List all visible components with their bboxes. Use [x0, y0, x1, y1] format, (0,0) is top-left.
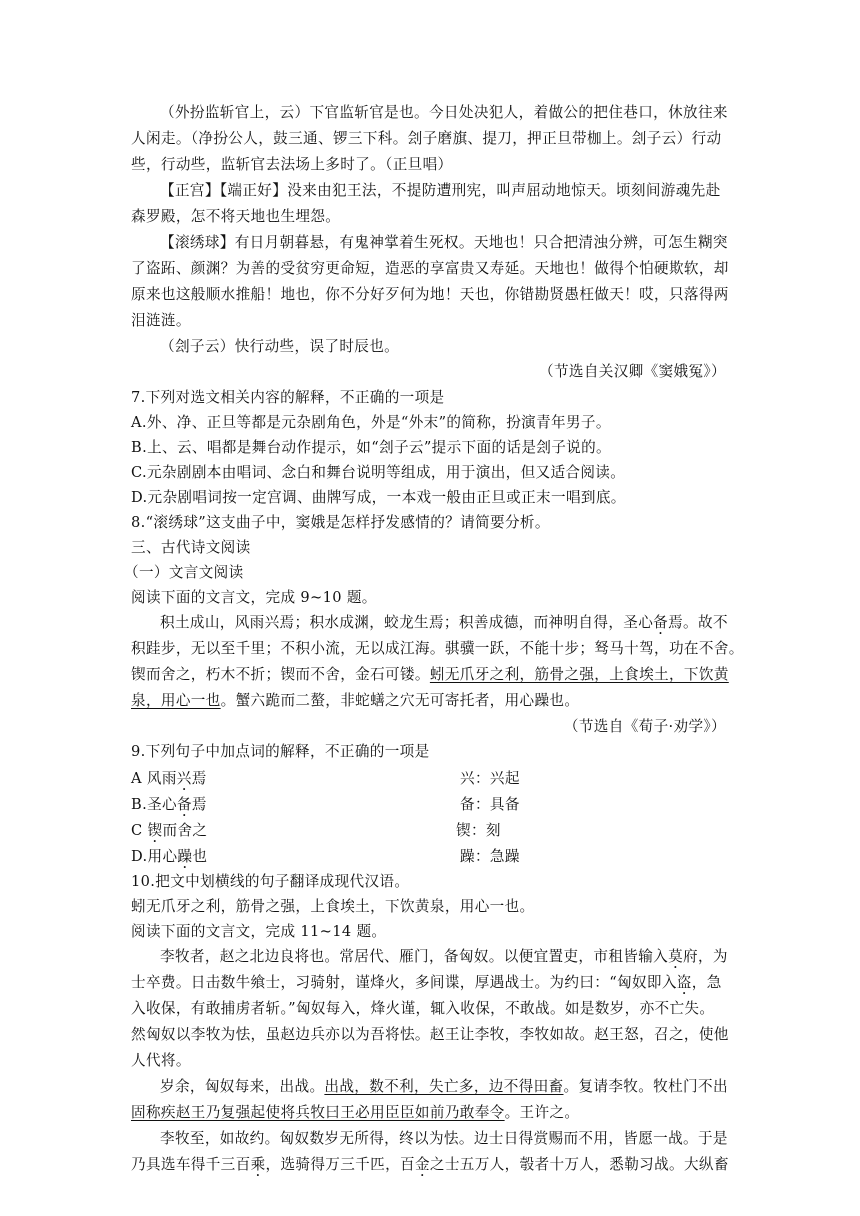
q7-option-b: B.上、云、唱都是舞台动作提示，如“刽子云”提示下面的话是刽子说的。 [131, 439, 611, 456]
text-span: ，选骑得万三千匹，百 [265, 1156, 415, 1173]
text-span: 积土成山，风雨兴焉；积水成渊，蛟龙生焉；积善成德，而神明自得，圣心 [160, 614, 654, 631]
para-1-line-3: 些，行动些，监斩官去法场上多时了。（正旦唱） [131, 156, 453, 173]
q9-answer-a: 兴：兴起 [460, 770, 520, 787]
text-span: 之士五万人，彀者十万人，悉勒习战。大纵畜 [429, 1156, 729, 1173]
q7-stem: 7.下列对选文相关内容的解释，不正确的一项是 [131, 389, 445, 406]
text-span: 焉 [191, 770, 207, 787]
text-span: 乃具选车得千三百 [131, 1156, 251, 1173]
para-1-line-2: 人闲走。（净扮公人，鼓三通、锣三下科。刽子磨旗、提刀，押正旦带枷上。刽子云）行动 [131, 130, 722, 147]
text-span: 。复请李牧。牧杜门不出 [563, 1078, 728, 1095]
q9-answer-c: 锲：刻 [456, 822, 501, 839]
dotted-word: 锲 [147, 822, 163, 839]
text-span: 也 [192, 848, 208, 865]
limu-line-5: 人代将。 [131, 1052, 191, 1069]
text-span: ，急 [691, 974, 722, 991]
xunzi-line-2: 积跬步，无以至千里；不积小流，无以成江海。骐骥一跃，不能十步；驽马十驾，功在不舍。 [131, 640, 744, 657]
text-span: 。蟹六跪而二螯，非蛇蟮之穴无可寄托者，用心躁也。 [220, 692, 580, 709]
limu-line-2 [131, 973, 722, 993]
xunzi-line-4 [131, 691, 579, 711]
text-span: B.圣心 [131, 796, 177, 813]
limu-line-8: 李牧至，如故约。匈奴数岁无所得，终以为怯。边士日得赏赐而不用，皆愿一战。于是 [160, 1130, 728, 1147]
text-span: 而舍之 [162, 822, 208, 839]
underlined-sentence: 固称疾赵王乃复强起使将兵牧曰王必用臣臣如前乃敢奉令 [131, 1104, 505, 1121]
para-3-line-3: 原来也这般顺水推船！地也，你不分好歹何为地！天也，你错勘贤愚枉做天！哎，只落得两 [131, 286, 729, 303]
xunzi-line-3 [131, 665, 729, 685]
dotted-word: 备 [176, 796, 192, 813]
text-span: A 风雨 [131, 770, 177, 787]
underlined-sentence: 出战，数不利，失亡多，边不得田畜 [324, 1078, 564, 1095]
limu-line-4: 然匈奴以李牧为怯，虽赵边兵亦以为吾将怯。赵王让李牧，李牧如故。赵王怒，召之，使他 [131, 1026, 729, 1043]
text-span: 李牧者，赵之北边良将也。常居代、雁门，备匈奴。以便宜置吏，市租皆输入 [160, 948, 669, 965]
para-4: （刽子云）快行动些，误了时辰也。 [160, 338, 400, 355]
para-2-line-1: 【正宫】【端正好】没来由犯王法，不提防遭刑宪，叫声屈动地惊天。顷刻间游魂先赴 [160, 182, 721, 199]
source-2: （节选自《荀子·劝学》） [563, 718, 726, 735]
source-1: （节选自关汉卿《窦娥冤》） [539, 363, 726, 380]
section-3-1-heading: （一）文言文阅读 [124, 564, 244, 581]
intro-9-10: 阅读下面的文言文，完成 9~10 题。 [131, 589, 377, 606]
text-span: D.用心 [131, 848, 178, 865]
q7-option-a: A.外、净、正旦等都是元杂剧角色，外是“外末”的简称，扮演青年男子。 [131, 414, 611, 431]
text-span: 焉。故不 [668, 614, 728, 631]
q9-stem: 9.下列句子中加点词的解释，不正确的一项是 [131, 743, 430, 760]
text-span: 府，为 [683, 948, 728, 965]
q9-option-b [131, 795, 207, 815]
para-3-line-2: 了盗跖、颜渊？为善的受贫穷更命短，造恶的享富贵又寿延。天地也！做得个怕硬欺软，却 [131, 260, 729, 277]
xunzi-line-1 [160, 613, 728, 633]
limu-line-1 [160, 947, 728, 967]
limu-line-9 [131, 1155, 729, 1175]
section-3-heading: 三、古代诗文阅读 [131, 539, 251, 556]
dotted-word: 备 [653, 614, 669, 631]
q9-option-a [131, 769, 207, 789]
q9-answer-b: 备：具备 [460, 796, 520, 813]
para-2-line-2: 森罗殿，怎不将天地也生埋怨。 [131, 208, 341, 225]
para-1-line-1: （外扮监斩官上，云）下官监斩官是也。今日处决犯人，着做公的把住巷口，休放往来 [160, 104, 728, 121]
q9-option-d [131, 847, 207, 867]
text-span: 岁余，匈奴每来，出战。 [160, 1078, 325, 1095]
q9-answer-d: 躁：急躁 [460, 848, 520, 865]
text-span: 焉 [191, 796, 207, 813]
limu-line-3: 入收保，有敢捕虏者斩。”匈奴每入，烽火谨，辄入收保，不敢战。如是数岁，亦不亡失。 [131, 1000, 715, 1017]
intro-11-14: 阅读下面的文言文，完成 11~14 题。 [131, 923, 387, 940]
dotted-word: 盗 [676, 974, 692, 991]
underlined-sentence: 蚓无爪牙之利，筋骨之强，上食埃土，下饮黄 [429, 666, 729, 683]
q7-option-c: C.元杂剧剧本由唱词、念白和舞台说明等组成，用于演出，但又适合阅读。 [131, 464, 626, 481]
dotted-word: 兴 [176, 770, 192, 787]
dotted-word: 躁 [177, 848, 193, 865]
underlined-sentence: 泉，用心一也 [131, 692, 221, 709]
dotted-word: 金 [414, 1156, 430, 1173]
para-3-line-4: 泪涟涟。 [131, 312, 191, 329]
limu-line-7 [131, 1103, 579, 1123]
text-span: 士卒费。日击数牛飨士，习骑射，谨烽火，多间谍，厚遇战士。为约曰：“匈奴即入 [131, 974, 677, 991]
q10-stem: 10.把文中划横线的句子翻译成现代汉语。 [131, 873, 410, 890]
limu-line-6 [160, 1077, 728, 1097]
text-span: C [131, 822, 148, 839]
q10-text: 蚓无爪牙之利，筋骨之强，上食埃土，下饮黄泉，用心一也。 [131, 898, 535, 915]
dotted-word: 乘 [250, 1156, 266, 1173]
text-span: 锲而舍之，朽木不折；锲而不舍，金石可镂。 [131, 666, 430, 683]
q7-option-d: D.元杂剧唱词按一定宫调、曲牌写成，一本戏一般由正旦或正末一唱到底。 [131, 489, 626, 506]
q8-stem: 8.“滚绣球”这支曲子中，窦娥是怎样抒发感情的？请简要分析。 [131, 514, 550, 531]
dotted-word: 莫 [668, 948, 684, 965]
para-3-line-1: 【滚绣球】有日月朝暮悬，有鬼神掌着生死权。天地也！只合把清浊分辨，可怎生糊突 [160, 234, 728, 251]
q9-option-c [131, 821, 207, 841]
text-span: 。王许之。 [504, 1104, 580, 1121]
